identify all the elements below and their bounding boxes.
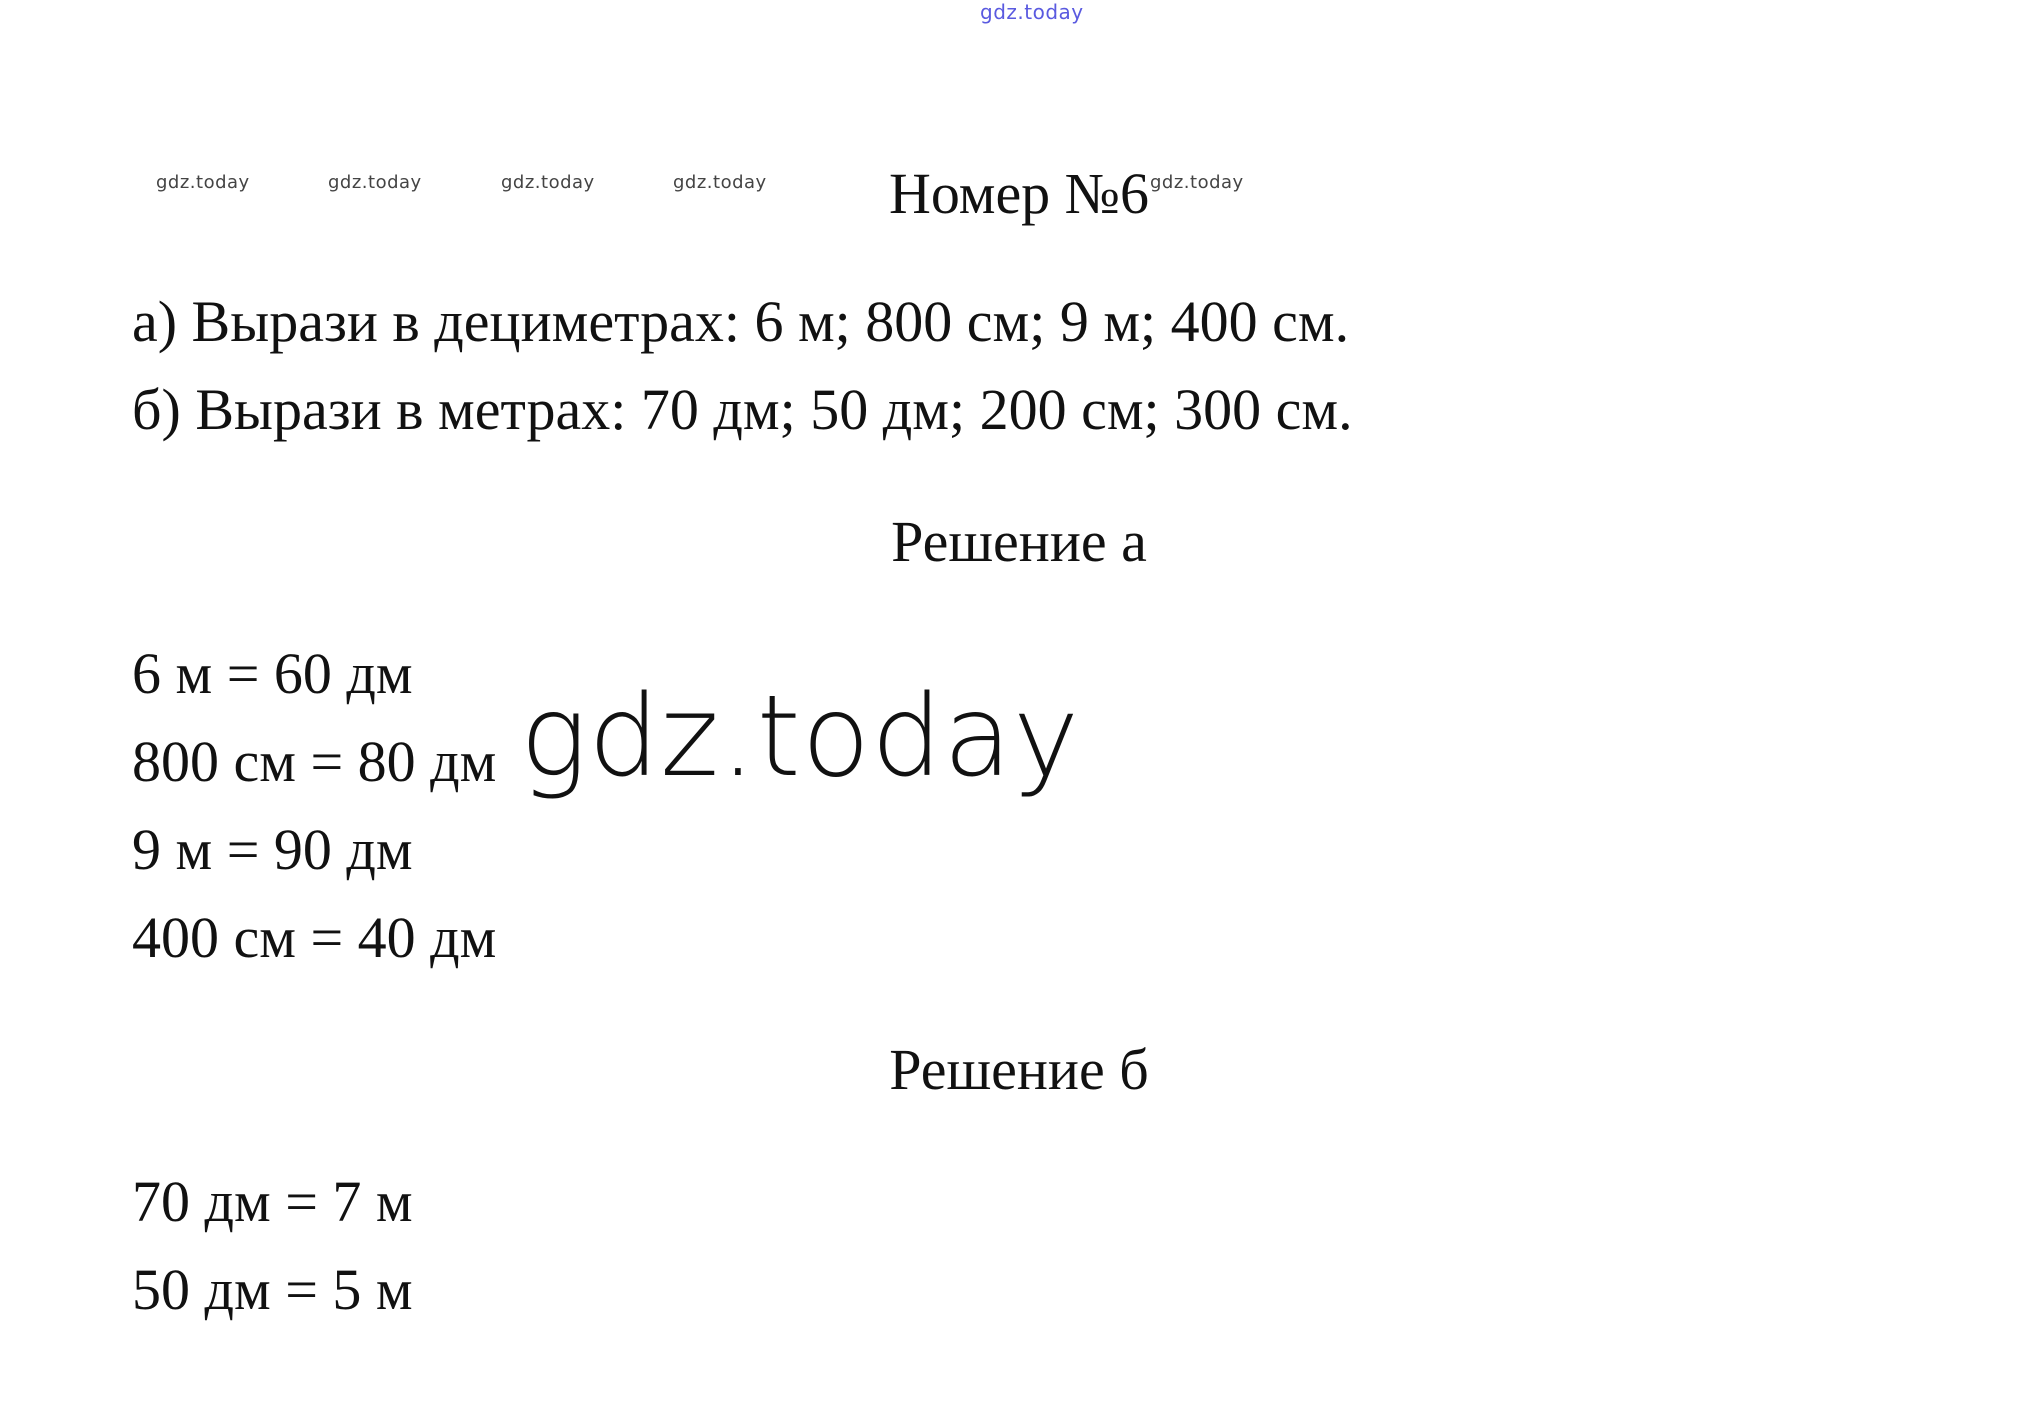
- solution-a-line-4: 400 см = 40 дм: [132, 905, 497, 970]
- solution-b-title: Решение б: [889, 1037, 1149, 1102]
- watermark-small-4: gdz.today: [673, 172, 767, 193]
- task-a: а) Вырази в дециметрах: 6 м; 800 см; 9 м; 400 см.: [132, 289, 1350, 354]
- watermark-large: gdz.today: [520, 672, 1081, 802]
- solution-b-line-1: 70 дм = 7 м: [132, 1169, 413, 1234]
- task-b: б) Вырази в метрах: 70 дм; 50 дм; 200 см; 300 см.: [132, 377, 1353, 442]
- solution-b-line-2: 50 дм = 5 м: [132, 1257, 413, 1322]
- watermark-small-3: gdz.today: [501, 172, 595, 193]
- solution-a-line-3: 9 м = 90 дм: [132, 817, 413, 882]
- watermark-small-2: gdz.today: [328, 172, 422, 193]
- watermark-top: gdz.today: [980, 0, 1084, 24]
- watermark-small-1: gdz.today: [156, 172, 250, 193]
- page-title: Номер №6: [888, 161, 1150, 226]
- solution-a-title: Решение а: [891, 509, 1147, 574]
- watermark-small-5: gdz.today: [1150, 172, 1244, 193]
- solution-a-line-2: 800 см = 80 дм: [132, 729, 497, 794]
- solution-a-line-1: 6 м = 60 дм: [132, 641, 413, 706]
